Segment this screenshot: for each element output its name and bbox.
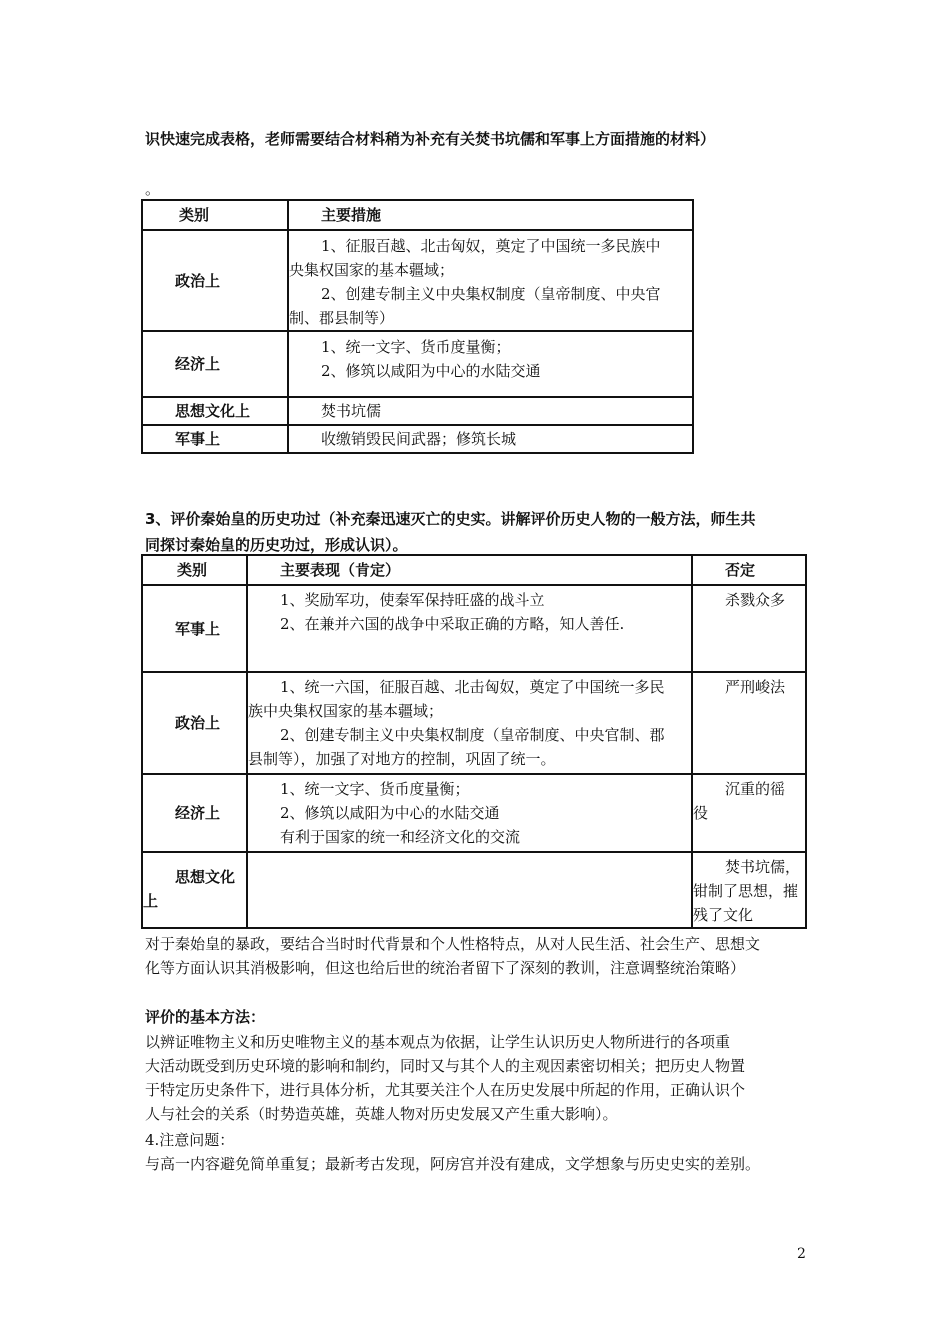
cell-line: 族中央集权国家的基本疆域； — [248, 702, 444, 720]
paragraph-line: 对于秦始皇的暴政，要结合当时时代背景和个人性格特点，从对人民生活、社会生产、思想文 — [145, 935, 761, 953]
paragraph-line: 以辨证唯物主义和历史唯物主义的基本观点为依据，让学生认识历史人物所进行的各项重 — [145, 1033, 731, 1051]
table-row — [142, 425, 693, 453]
cell-line: 钳制了思想，摧 — [693, 882, 799, 900]
section3-title — [145, 506, 755, 558]
category-cell: 政治上 — [142, 230, 288, 331]
cell-line: 上 — [143, 892, 159, 910]
table-row — [142, 585, 806, 672]
cell-line: 1、奖励军功，使秦军保持旺盛的战斗立 — [280, 591, 545, 609]
cell-line: 县制等），加强了对地方的控制，巩固了统一。 — [248, 750, 556, 768]
cell-line: 残了文化 — [693, 906, 754, 924]
page-number: 2 — [797, 1246, 806, 1262]
cell-line: 役 — [693, 804, 709, 822]
table-row — [142, 230, 693, 331]
cell-line: 2、修筑以咸阳为中心的水陆交通 — [321, 362, 541, 380]
header-negative: 否定 — [692, 555, 806, 585]
measures-cell — [288, 331, 693, 397]
category-cell: 政治上 — [142, 672, 247, 774]
header-measures: 主要措施 — [288, 200, 693, 230]
cell-line: 2、修筑以咸阳为中心的水陆交通 — [280, 804, 500, 822]
section3-title-line: 3、评价秦始皇的历史功过（补充秦迅速灭亡的史实。讲解评价历史人物的一般方法，师生共 — [145, 510, 756, 528]
section3-title-line: 同探讨秦始皇的历史功过，形成认识）。 — [145, 536, 408, 554]
section4-title: 4.注意问题： — [145, 1131, 235, 1149]
category-cell — [142, 852, 247, 928]
intro-line: 识快速完成表格，老师需要结合材料稍为补充有关焚书坑儒和军事上方面措施的材料） — [145, 130, 716, 148]
paragraph-line: 化等方面认识其消极影响，但这也给后世的统治者留下了深刻的教训，注意调整统治策略） — [145, 959, 746, 977]
cell-line: 严刑峻法 — [725, 678, 786, 696]
measures-cell — [288, 425, 693, 453]
negative-cell — [692, 852, 806, 928]
header-category: 类别 — [142, 555, 247, 585]
positive-cell — [247, 774, 692, 852]
method-title: 评价的基本方法： — [145, 1008, 266, 1026]
category-cell: 经济上 — [142, 331, 288, 397]
paragraph-line: 人与社会的关系（时势造英雄，英雄人物对历史发展又产生重大影响）。 — [145, 1105, 618, 1123]
table-header-row — [142, 555, 806, 585]
paragraph-line: 大活动既受到历史环境的影响和制约，同时又与其个人的主观因素密切相关；把历史人物置 — [145, 1057, 746, 1075]
table-row — [142, 774, 806, 852]
cell-line: 2、在兼并六国的战争中采取正确的方略，知人善任. — [280, 615, 625, 633]
period-mark: 。 — [145, 180, 161, 198]
table-header-row — [142, 200, 693, 230]
paragraph-line: 于特定历史条件下，进行具体分析，尤其要关注个人在历史发展中所起的作用，正确认识个 — [145, 1081, 746, 1099]
negative-cell — [692, 672, 806, 774]
table-row — [142, 852, 806, 928]
header-category: 类别 — [142, 200, 288, 230]
cell-line: 1、统一六国，征服百越、北击匈奴，奠定了中国统一多民 — [280, 678, 665, 696]
negative-cell — [692, 774, 806, 852]
category-cell: 思想文化上 — [142, 397, 288, 425]
positive-cell — [247, 672, 692, 774]
cell-line: 央集权国家的基本疆域； — [289, 261, 455, 279]
cell-line: 思想文化 — [175, 868, 236, 886]
cell-line: 焚书坑儒 — [321, 402, 382, 420]
cell-line: 收缴销毁民间武器；修筑长城 — [321, 430, 517, 448]
measures-table — [141, 199, 694, 454]
cell-line: 1、统一文字、货币度量衡； — [321, 338, 511, 356]
measures-cell — [288, 397, 693, 425]
cell-line: 1、统一文字、货币度量衡； — [280, 780, 470, 798]
cell-line: 杀戮众多 — [725, 591, 786, 609]
table-row — [142, 672, 806, 774]
category-cell: 军事上 — [142, 585, 247, 672]
positive-cell — [247, 852, 692, 928]
method-paragraph — [145, 1030, 745, 1126]
cell-line: 制、郡县制等） — [289, 309, 395, 327]
category-cell: 经济上 — [142, 774, 247, 852]
evaluation-table — [141, 554, 807, 929]
category-cell: 军事上 — [142, 425, 288, 453]
cell-line: 2、创建专制主义中央集权制度（皇帝制度、中央官 — [321, 285, 661, 303]
table-row — [142, 397, 693, 425]
cell-line: 沉重的徭 — [725, 780, 786, 798]
after-table-paragraph — [145, 932, 760, 980]
cell-line: 2、创建专制主义中央集权制度（皇帝制度、中央官制、郡 — [280, 726, 665, 744]
measures-cell — [288, 230, 693, 331]
cell-line: 焚书坑儒， — [725, 858, 801, 876]
cell-line: 有利于国家的统一和经济文化的交流 — [280, 828, 521, 846]
header-positive: 主要表现（肯定） — [247, 555, 692, 585]
table-row — [142, 331, 693, 397]
negative-cell — [692, 585, 806, 672]
section4-line: 与高一内容避免简单重复；最新考古发现，阿房宫并没有建成，文学想象与历史史实的差别。 — [145, 1155, 761, 1173]
cell-line: 1、征服百越、北击匈奴，奠定了中国统一多民族中 — [321, 237, 661, 255]
positive-cell — [247, 585, 692, 672]
